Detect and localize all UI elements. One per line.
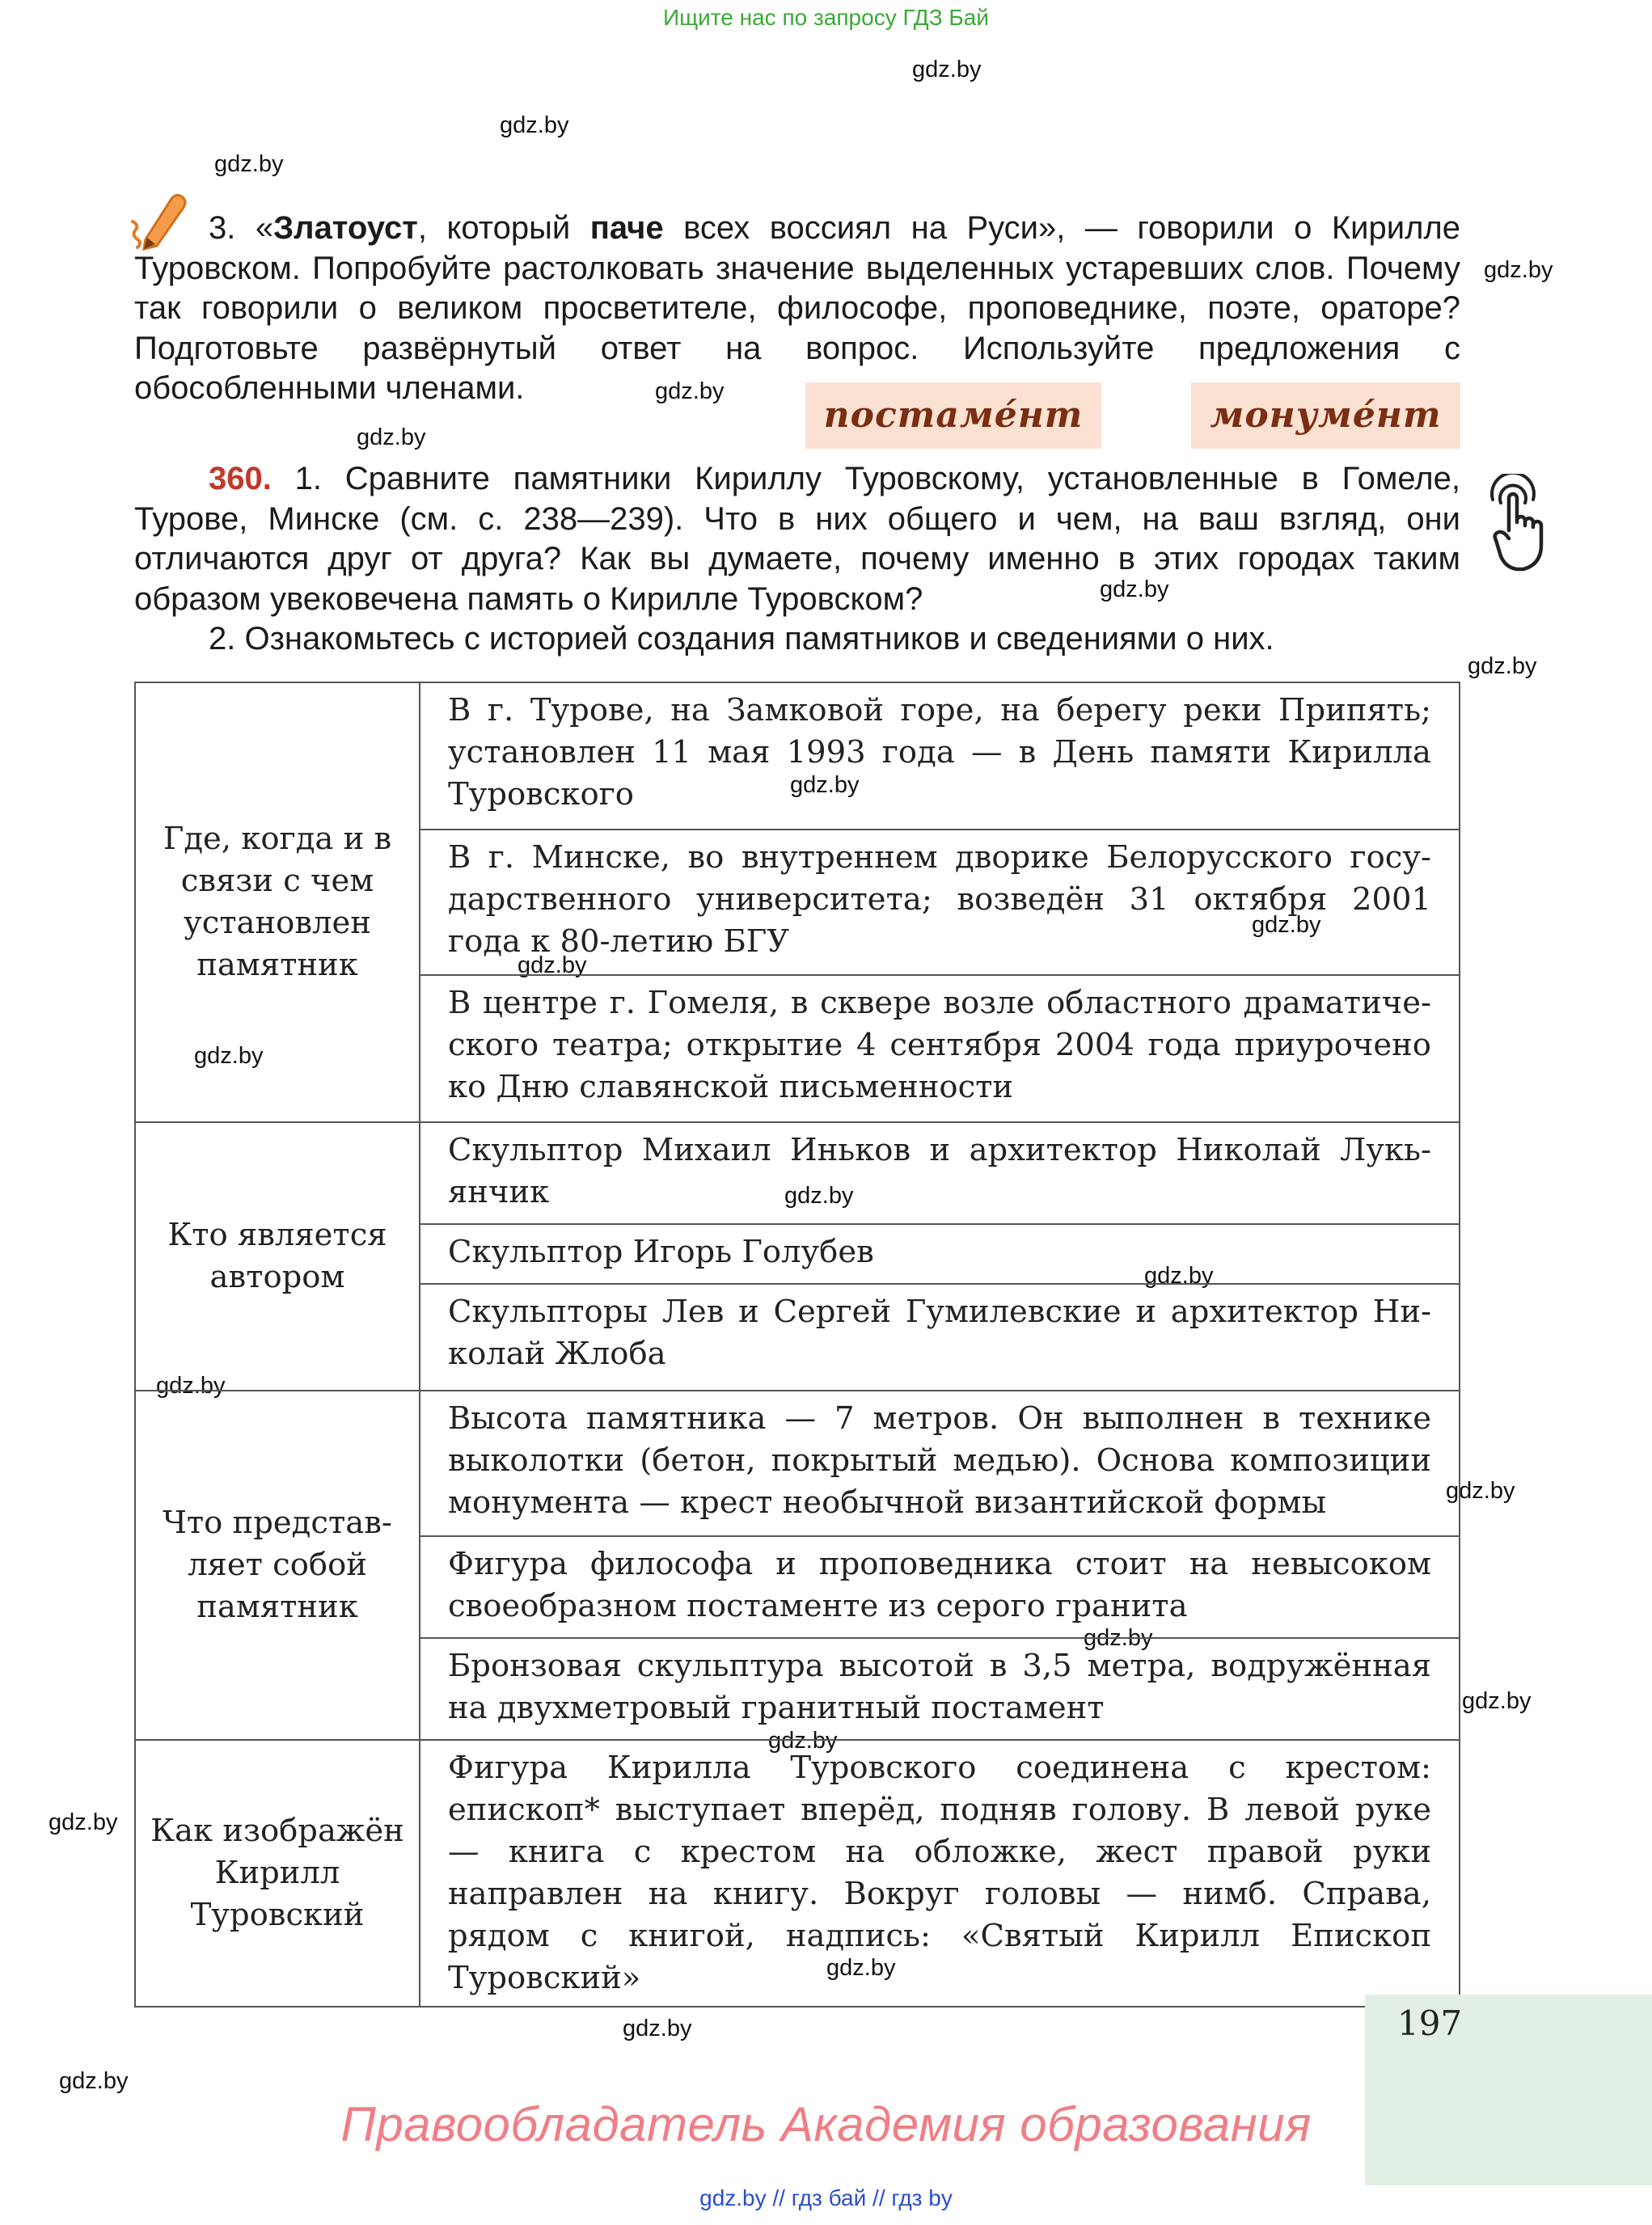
row-header-author: Кто является автором: [135, 1122, 420, 1391]
watermark: gdz.by: [49, 1809, 118, 1835]
watermark: gdz.by: [1084, 1625, 1153, 1651]
watermark: gdz.by: [1100, 576, 1169, 602]
row-header-where: Где, когда и в связи с чем установлен памятник: [135, 682, 420, 1122]
watermark: gdz.by: [912, 57, 982, 82]
monuments-table: [134, 682, 1460, 2008]
watermark: gdz.by: [1462, 1688, 1532, 1714]
table-cell: В центре г. Гомеля, в сквере возле областного драматиче-ского театра; открытие 4 сентября 2004 года приурочено ко Дню славянской письменности: [420, 975, 1460, 1122]
page-number: 197: [1397, 2003, 1463, 2043]
table-cell: Скульптор Игорь Голубев: [420, 1224, 1460, 1284]
watermark: gdz.by: [655, 378, 725, 404]
watermark: gdz.by: [518, 952, 587, 978]
table-cell: Скульпторы Лев и Сергей Гумилевские и архитектор Ни-колай Жлоба: [420, 1284, 1460, 1391]
task-3-text: 3. «Златоуст, который паче всех воссиял на Руси», — говорили о Кирилле Туровском. Попробуйте растолковать значение выделенных устаревших слов. Почему так говорили о великом просветителе, философе, проповеднике, поэте, ораторе? Подготовьте развёрнутый ответ на вопрос. Используйте предложения с обособленными членами.: [134, 210, 1460, 406]
watermark: gdz.by: [500, 112, 569, 138]
touch-hand-icon: [1486, 474, 1559, 572]
bottom-links[interactable]: gdz.by // гдз бай // гдз by: [699, 2185, 953, 2210]
watermark: gdz.by: [1446, 1478, 1515, 1504]
watermark: gdz.by: [194, 1043, 264, 1069]
row-header-how: Как изображён Кирилл Туровский: [135, 1740, 420, 2007]
term-zlatoust: Златоуст: [273, 210, 418, 246]
table-cell: Фигура философа и проповедника стоит на невысоком своеобразном постаменте из серого гранита: [420, 1536, 1460, 1638]
table-cell: Скульптор Михаил Иньков и архитектор Николай Лукь-янчик: [420, 1122, 1460, 1224]
exercise-number: 360.: [209, 461, 272, 496]
vocab-word-monument: монуме́нт: [1191, 382, 1460, 449]
top-banner[interactable]: Ищите нас по запросу ГДЗ Бай: [662, 5, 990, 30]
watermark: gdz.by: [784, 1183, 854, 1209]
table-cell: В г. Минске, во внутреннем дворике Белорусского госу-дарственного университета; возведён 31 октября 2001 года к 80-летию БГУ: [420, 830, 1460, 975]
watermark: gdz.by: [768, 1728, 838, 1754]
exercise-360-text: 360. 1. Сравните памятники Кириллу Туровскому, установленные в Гомеле, Турове, Минске (см. с. 238—239). Что в них общего и чем, на ваш взгляд, они отличаются друг от друга? Как вы думаете, почему именно в этих городах таким образом увековечена память о Кирилле Туровском?: [134, 461, 1460, 617]
watermark: gdz.by: [1468, 653, 1537, 679]
watermark: gdz.by: [156, 1373, 226, 1399]
table-cell: Бронзовая скульптура высотой в 3,5 метра, водружённая на двухметровый гранитный постамент: [420, 1638, 1460, 1740]
term-pache: паче: [589, 210, 664, 246]
watermark: gdz.by: [790, 772, 860, 798]
table-cell: В г. Турове, на Замковой горе, на берегу реки Припять; установлен 11 мая 1993 года — в День памяти Кирилла Туровского: [420, 682, 1460, 830]
table-cell: Высота памятника — 7 метров. Он выполнен в технике выколотки (бетон, покрытый медью). Основа композиции монумента — крест необычной византийской формы: [420, 1391, 1460, 1536]
watermark: gdz.by: [59, 2068, 129, 2094]
row-header-what: Что представ-ляет собой памятник: [135, 1391, 420, 1740]
watermark: gdz.by: [826, 1955, 896, 1981]
vocab-word-postament: постаме́нт: [805, 382, 1101, 449]
watermark: gdz.by: [214, 151, 284, 177]
watermark: gdz.by: [1484, 257, 1553, 283]
copyright-notice: Правообладатель Академия образования: [340, 2097, 1312, 2151]
watermark: gdz.by: [623, 2016, 692, 2041]
watermark: gdz.by: [1144, 1263, 1214, 1289]
table-cell: Фигура Кирилла Туровского соединена с крестом: епископ* выступает вперёд, подняв голову. В левой руке — книга с крестом на обложке, жест правой руки направлен на книгу. Вокруг головы — нимб. Справа, рядом с книгой, надпись: «Святый Кирилл Епископ Туровский»: [420, 1740, 1460, 2007]
watermark: gdz.by: [1252, 912, 1321, 938]
exercise-360-part2: 2. Ознакомьтесь с историей создания памятников и сведениями о них.: [209, 621, 1274, 657]
watermark: gdz.by: [357, 424, 426, 450]
